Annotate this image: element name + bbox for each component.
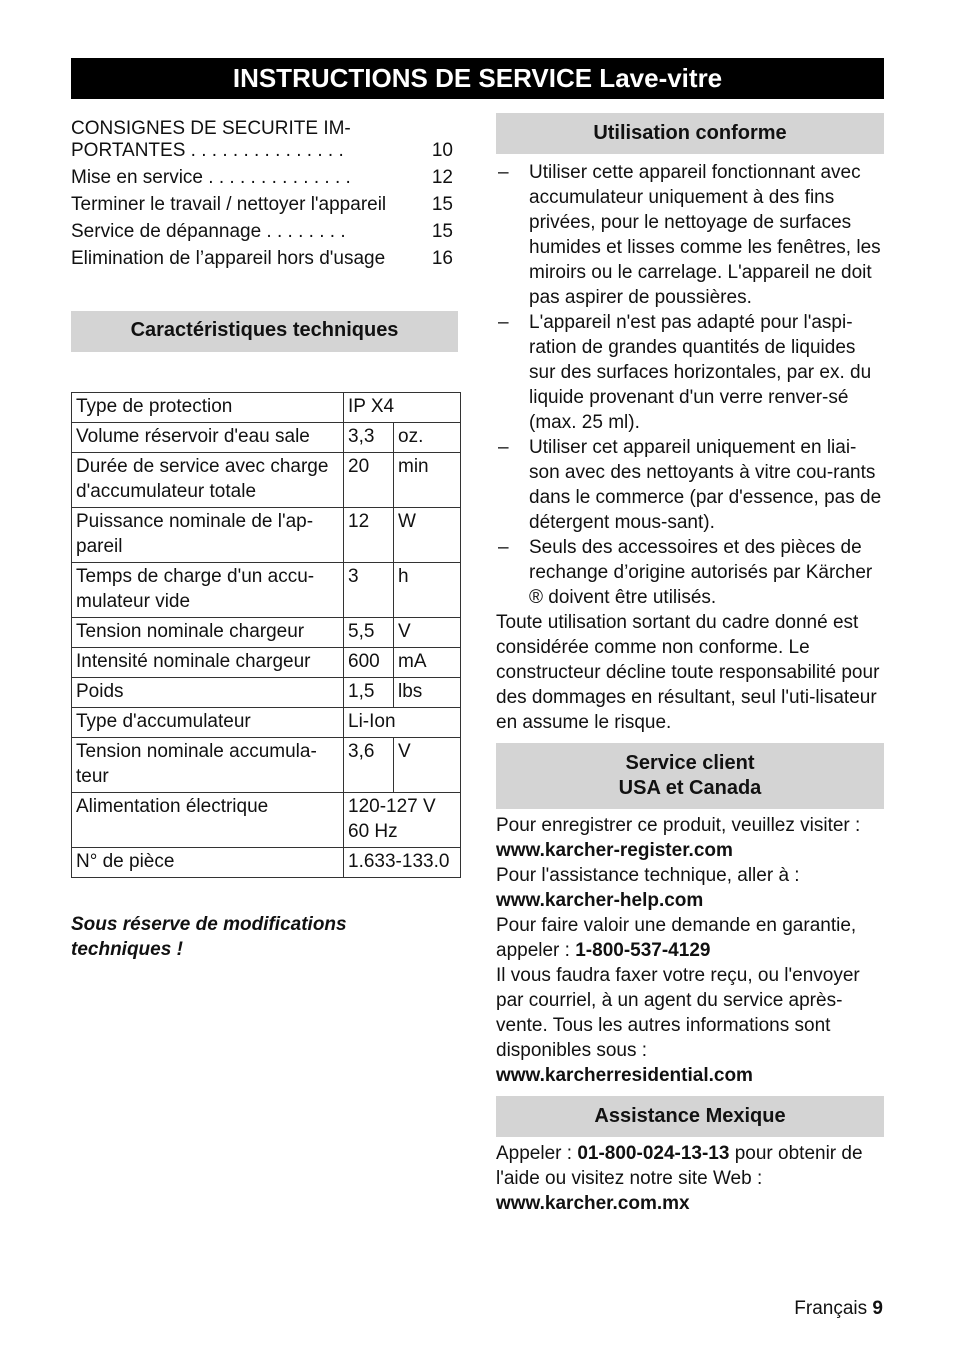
list-item-text: Seuls des accessoires et des pièces de rechange d’origine autorisés par Kärcher ® doivent être utilisés. — [529, 537, 873, 608]
spec-unit: V — [394, 618, 461, 648]
table-row — [72, 453, 461, 508]
dash-bullet: – — [498, 312, 509, 333]
spec-label: Alimentation électrique — [72, 793, 344, 848]
toc-entry[interactable] — [71, 246, 457, 271]
service-block — [496, 813, 884, 1088]
specs-table — [71, 392, 461, 878]
table-row — [72, 678, 461, 708]
service-heading — [496, 743, 884, 809]
register-text: Pour enregistrer ce produit, veuillez visiter : — [496, 815, 861, 836]
table-row — [72, 618, 461, 648]
list-item-text: L'appareil n'est pas adapté pour l'aspi-ration de grandes quantités de liquides sur des surfaces horizontales, par ex. du liquide provenant d'un verre renver-sé (max. 25 ml). — [529, 312, 872, 433]
spec-unit: W — [394, 508, 461, 563]
spec-label: Tension nominale chargeur — [72, 618, 344, 648]
dash-bullet: – — [498, 437, 509, 458]
specs-heading: Caractéristiques techniques — [71, 311, 458, 352]
toc-entry[interactable] — [71, 116, 457, 163]
fax-text: Il vous faudra faxer votre reçu, ou l'envoyer par courriel, à un agent du service après-vente. Tous les autres informations sont disponibles sous : — [496, 965, 860, 1061]
list-item — [496, 435, 884, 535]
toc-entry[interactable] — [71, 165, 457, 190]
table-row — [72, 848, 461, 878]
toc-entry-title-line: CONSIGNES DE SECURITE IM- — [71, 118, 351, 139]
spec-label: Type de protection — [72, 393, 344, 423]
list-item-text: Utiliser cet appareil uniquement en liai-son avec des nettoyants à vitre cou-rants dans le commerce (par d'essence, pas de détergent mous-sant). — [529, 437, 882, 533]
spec-unit: mA — [394, 648, 461, 678]
spec-value: 1.633-133.0 — [344, 848, 461, 878]
spec-value: 3,3 — [344, 423, 394, 453]
toc-entry-page: 16 — [431, 248, 453, 269]
spec-unit: h — [394, 563, 461, 618]
spec-value: 12 — [344, 508, 394, 563]
toc-entry[interactable] — [71, 192, 457, 217]
mexico-phone[interactable]: 01-800-024-13-13 — [577, 1143, 730, 1164]
residential-link[interactable]: www.karcherresidential.com — [496, 1065, 753, 1086]
toc-entry-page: 12 — [431, 167, 453, 188]
spec-unit: oz. — [394, 423, 461, 453]
toc-entry-title: Mise en service . . . . . . . . . . . . . . — [71, 167, 351, 188]
mexico-heading: Assistance Mexique — [496, 1096, 884, 1137]
table-row — [72, 563, 461, 618]
spec-value: 3,6 — [344, 738, 394, 793]
list-item — [496, 535, 884, 610]
table-row — [72, 393, 461, 423]
list-item-text: Utiliser cette appareil fonctionnant avec accumulateur uniquement à des fins privées, pour le nettoyage de surfaces humides et lisses comme les fenêtres, les miroirs ou le carrelage. L'appareil ne doit pas aspirer de poussières. — [529, 162, 881, 308]
toc-entry[interactable] — [71, 219, 457, 244]
help-link[interactable]: www.karcher-help.com — [496, 890, 704, 911]
warranty-phone[interactable]: 1-800-537-4129 — [575, 940, 711, 961]
spec-label: Temps de charge d'un accu-mulateur vide — [72, 563, 344, 618]
spec-value: 120-127 V 60 Hz — [344, 793, 461, 848]
list-item — [496, 160, 884, 310]
table-row — [72, 648, 461, 678]
toc-entry-title: Service de dépannage . . . . . . . . — [71, 221, 346, 242]
spec-unit: V — [394, 738, 461, 793]
table-row — [72, 508, 461, 563]
spec-label: Type d'accumulateur — [72, 708, 344, 738]
toc-entry-page: 15 — [431, 221, 453, 242]
list-item — [496, 310, 884, 435]
spec-unit: lbs — [394, 678, 461, 708]
spec-label: N° de pièce — [72, 848, 344, 878]
service-heading-line: USA et Canada — [618, 777, 762, 799]
toc-entry-page: 15 — [431, 194, 453, 215]
spec-value: 20 — [344, 453, 394, 508]
table-row — [72, 708, 461, 738]
specs-note: Sous réserve de modifications techniques ! — [71, 914, 347, 960]
spec-label: Puissance nominale de l'ap-pareil — [72, 508, 344, 563]
mexico-rest-text: pour obtenir de l'aide ou visitez notre site Web : — [496, 1143, 863, 1189]
spec-value: IP X4 — [344, 393, 461, 423]
right-column — [496, 113, 884, 1216]
spec-value: Li-Ion — [344, 708, 461, 738]
spec-label: Tension nominale accumula-teur — [72, 738, 344, 793]
footer-language: Français — [794, 1298, 868, 1319]
help-text: Pour l'assistance technique, aller à : — [496, 865, 800, 886]
spec-value: 5,5 — [344, 618, 394, 648]
usage-heading: Utilisation conforme — [496, 113, 884, 154]
table-of-contents — [71, 116, 457, 271]
spec-label: Intensité nominale chargeur — [72, 648, 344, 678]
spec-label: Poids — [72, 678, 344, 708]
mexico-link[interactable]: www.karcher.com.mx — [496, 1193, 690, 1214]
left-column — [71, 116, 461, 962]
toc-entry-title: Elimination de l’appareil hors d'usage — [71, 248, 386, 269]
service-heading-line: Service client — [625, 752, 755, 774]
table-row — [72, 738, 461, 793]
table-row — [72, 793, 461, 848]
usage-list — [496, 160, 884, 610]
spec-value: 600 — [344, 648, 394, 678]
warranty-text: Pour faire valoir une demande en garantie, appeler : — [496, 915, 857, 961]
dash-bullet: – — [498, 537, 509, 558]
dash-bullet: – — [498, 162, 509, 183]
mexico-block — [496, 1141, 884, 1216]
spec-value: 3 — [344, 563, 394, 618]
toc-entry-title: Terminer le travail / nettoyer l'appareil — [71, 194, 387, 215]
spec-value: 1,5 — [344, 678, 394, 708]
page-footer — [794, 1296, 883, 1321]
page-title: INSTRUCTIONS DE SERVICE Lave-vitre — [71, 58, 884, 99]
spec-unit: min — [394, 453, 461, 508]
register-link[interactable]: www.karcher-register.com — [496, 840, 733, 861]
page-number: 9 — [872, 1298, 883, 1319]
spec-label: Volume réservoir d'eau sale — [72, 423, 344, 453]
toc-entry-page: 10 — [431, 140, 453, 161]
mexico-call-text: Appeler : — [496, 1143, 573, 1164]
warranty-line — [496, 913, 884, 963]
table-row — [72, 423, 461, 453]
toc-entry-title-line: PORTANTES . . . . . . . . . . . . . . . — [71, 140, 344, 161]
spec-label: Durée de service avec charge d'accumulateur totale — [72, 453, 344, 508]
usage-paragraph: Toute utilisation sortant du cadre donné est considérée comme non conforme. Le constructeur décline toute responsabilité pour des dommages en résultant, seul l'uti-lisateur en assume le risque. — [496, 612, 880, 733]
